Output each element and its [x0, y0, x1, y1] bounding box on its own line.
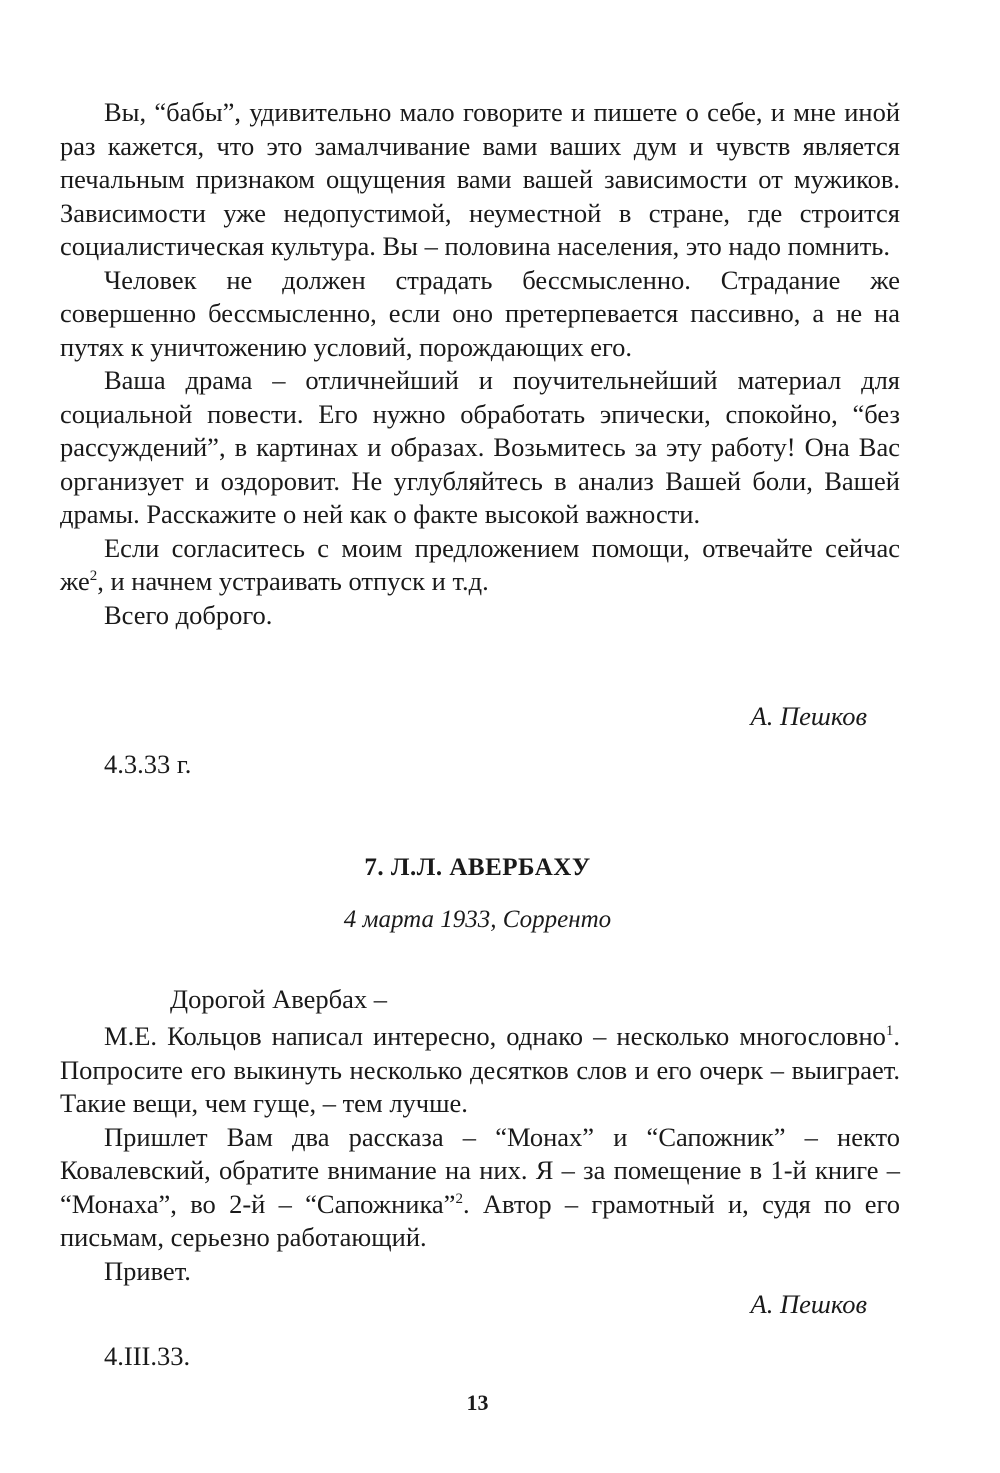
letter2-paragraph-1: [60, 1020, 900, 1121]
letter2-greeting: Дорогой Авербах –: [170, 984, 387, 1014]
letter2-p2-text-cont: . Автор – грамотный и, судя по его письмам, серьезно работающий.: [60, 1188, 900, 1252]
page-number: 13: [466, 1390, 489, 1415]
letter2-paragraph-2: [60, 1121, 900, 1255]
letter2-body: [60, 1020, 900, 1288]
letter2-p1-text: М.Е. Кольцов написал интересно, однако – несколько многословно: [104, 1021, 886, 1051]
footnote-ref: 2: [455, 1190, 463, 1207]
footnote-ref: 2: [89, 568, 98, 585]
letter2-p1-text-cont: . Попросите его выкинуть несколько десятков слов и его очерк – выиграет. Такие вещи, чем гуще, – тем лучше.: [60, 1021, 900, 1118]
letter1-paragraph-3: Ваша драма – отличнейший и поучительнейший материал для социальной повести. Его нужно обработать эпически, спокойно, “без рассуждений”, в картинах и образах. Возьмитесь за эту работу! Она Вас организует и оздоровит. Не углубляйтесь в анализ Вашей боли, Вашей драмы. Расскажите о ней как о факте высокой важности.: [60, 365, 900, 529]
letter1-body: [60, 96, 900, 632]
letter1-paragraph-1: Вы, “бабы”, удивительно мало говорите и пишете о себе, и мне иной раз кажется, что это замалчивание вами ваших дум и чувств является печальным признаком ощущения вами вашей зависимости от мужиков. Зависимости уже недопустимой, неуместной в стране, где строится социалистическая культура. Вы – половина населения, это надо помнить.: [60, 97, 900, 261]
letter1-date: 4.3.33 г.: [104, 749, 192, 779]
footnote-ref: 1: [885, 1023, 894, 1040]
letter1-paragraph-4: [60, 532, 900, 599]
letter2-closing: Привет.: [104, 1255, 191, 1286]
letter1-signature: А. Пешков: [750, 701, 867, 731]
letter1-closing: Всего доброго.: [104, 599, 273, 630]
letter1-p4-text-cont: , и начнем устраивать отпуск и т.д.: [97, 566, 489, 596]
letter2-subheading: 4 марта 1933, Сорренто: [343, 906, 612, 933]
letter2-date: 4.III.33.: [104, 1341, 191, 1371]
letter2-heading: 7. Л.Л. АВЕРБАХУ: [364, 854, 591, 881]
letter1-paragraph-2: Человек не должен страдать бессмысленно. Страдание же совершенно бессмысленно, если оно претерпевается пассивно, а не на путях к уничтожению условий, порождающих его.: [60, 264, 900, 362]
letter2-signature: А. Пешков: [750, 1289, 867, 1319]
letter2-p2-text: Пришлет Вам два рассказа – “Монах” и “Сапожник” – некто Ковалевский, обратите внимание на них. Я – за помещение в 1-й книге – “Монаха”, во 2-й – “Сапожника”: [60, 1121, 900, 1219]
letter1-p4-text: Если согласитесь с моим предложением помощи, отвечайте сейчас же: [60, 532, 900, 596]
